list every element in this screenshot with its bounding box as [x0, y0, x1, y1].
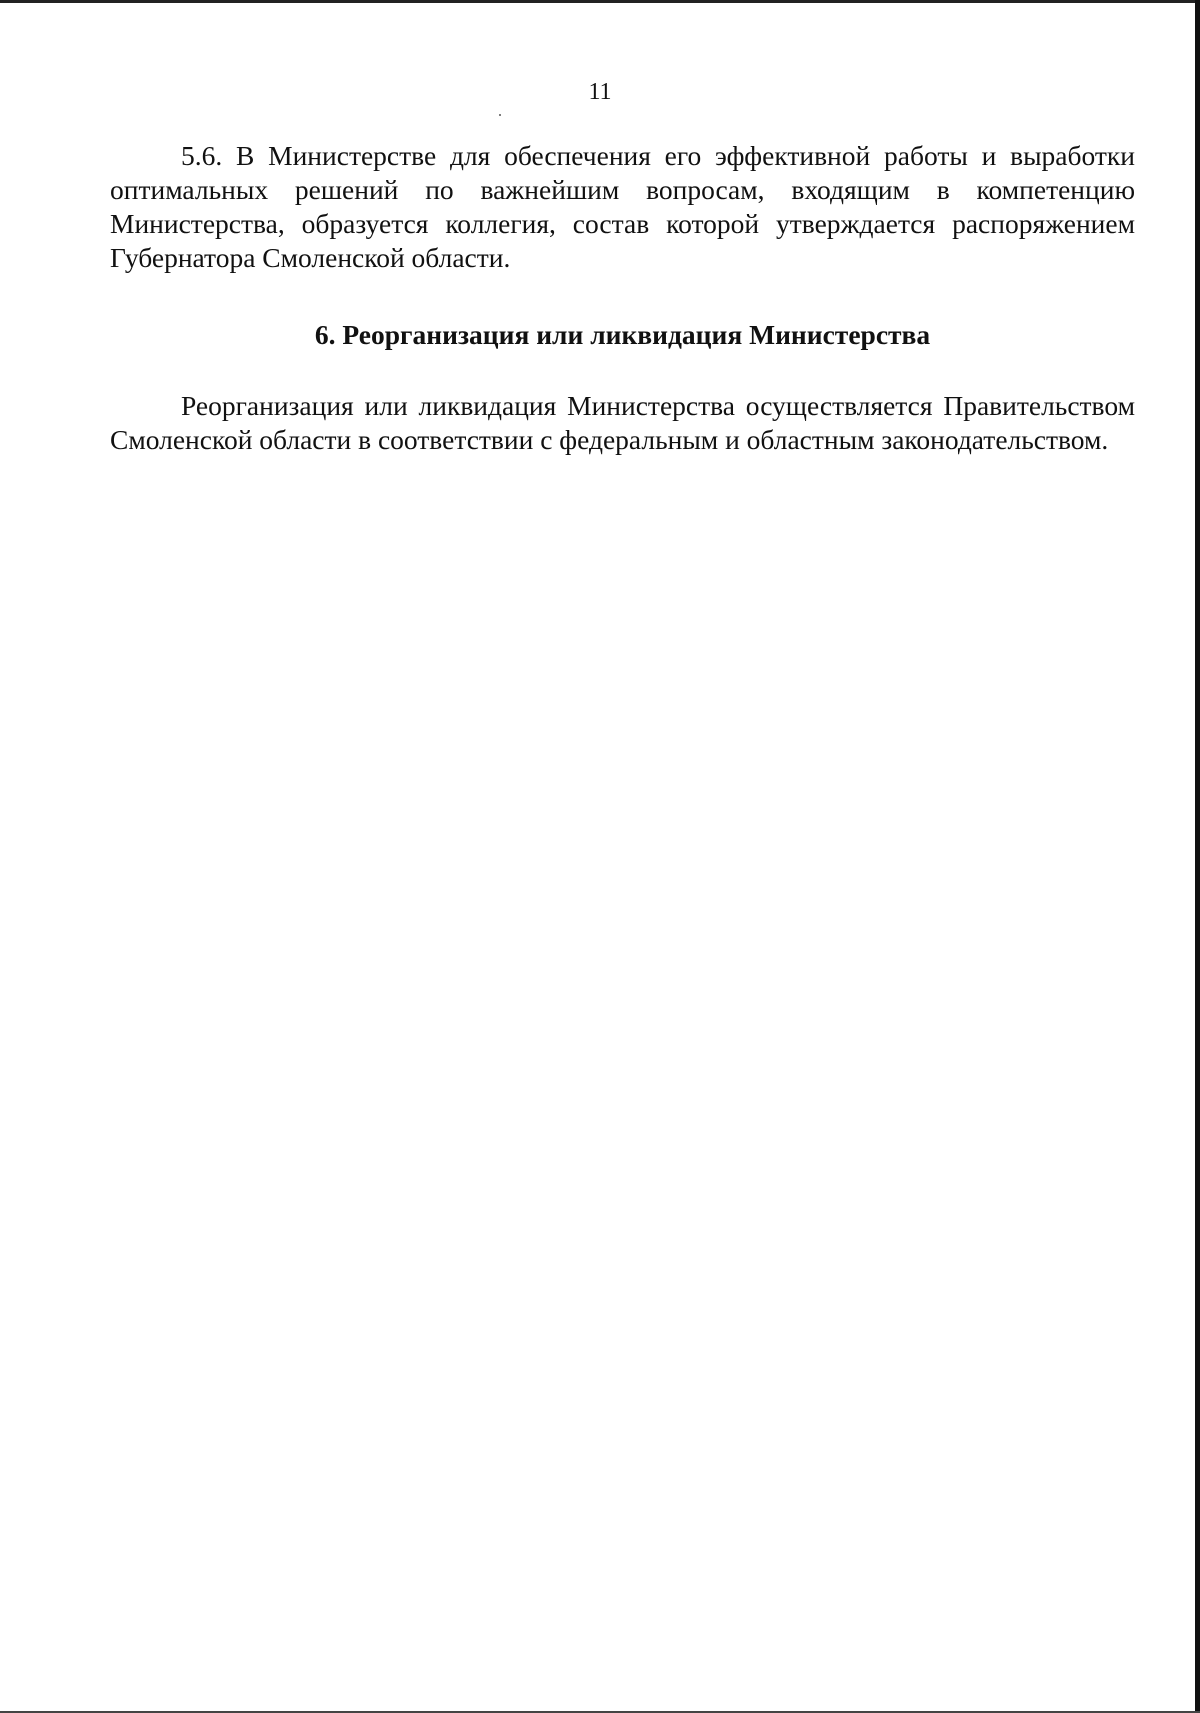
paragraph-5-6: 5.6. В Министерстве для обеспечения его эффективной работы и выработки оптимальных решений по важнейшим вопросам, входящим в компетенцию Министерства, образуется коллегия, состав которой утверждается распоряжением Губернатора Смоленской области.: [110, 140, 1135, 273]
section-6-paragraph: Реорганизация или ликвидация Министерства осуществляется Правительством Смоленской области в соответствии с федеральным и областным законодательством.: [110, 390, 1135, 455]
scan-border-top: [0, 0, 1200, 3]
document-body: [110, 139, 1135, 457]
scan-border-right: [1195, 0, 1200, 1713]
section-6-heading: 6. Реорганизация или ликвидация Министерства: [314, 319, 931, 350]
page-number: 11: [588, 79, 612, 105]
scan-speck: [499, 114, 501, 116]
